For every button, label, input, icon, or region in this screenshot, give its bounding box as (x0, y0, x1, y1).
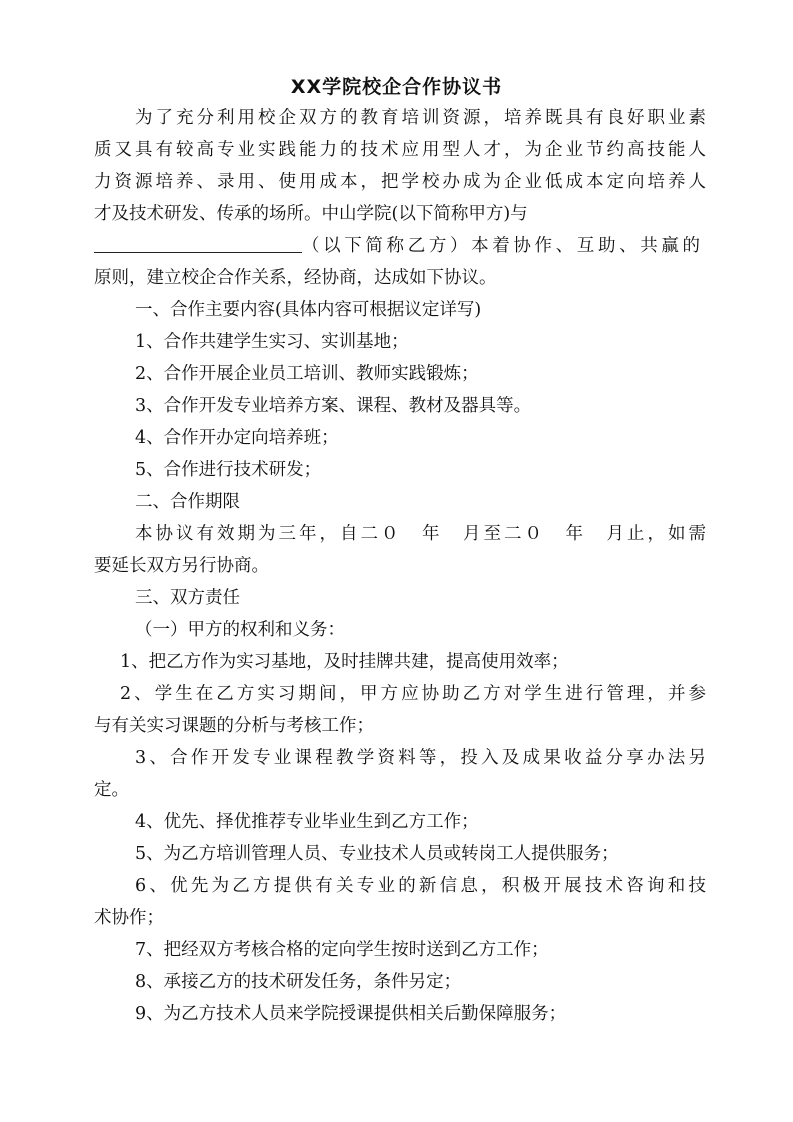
list-item: 1、把乙方作为实习基地，及时挂牌共建，提高使用效率； (120, 652, 569, 672)
party-b-blank (94, 232, 302, 253)
list-item: 5、合作进行技术研发； (135, 460, 322, 480)
list-item-continuation: 定。 (94, 780, 129, 800)
list-item-continuation: 术协作； (94, 908, 164, 928)
paragraph-line-with-blank (94, 230, 706, 262)
paragraph-line: 本协议有效期为三年，自二０ 年 月至二０ 年 月止，如需 (135, 524, 706, 544)
paragraph-line: 原则，建立校企合作关系，经协商，达成如下协议。 (94, 268, 497, 288)
paragraph-line: 为了充分利用校企双方的教育培训资源，培养既具有良好职业素 (135, 108, 706, 128)
list-item: 2、学生在乙方实习期间，甲方应协助乙方对学生进行管理，并参 (120, 684, 706, 704)
list-item: 2、合作开展企业员工培训、教师实践锻炼； (135, 364, 479, 384)
document-title: XX学院校企合作协议书 (290, 76, 503, 98)
list-item: 8、承接乙方的技术研发任务，条件另定； (135, 972, 462, 992)
list-item: 5、为乙方培训管理人员、专业技术人员或转岗工人提供服务； (135, 844, 619, 864)
list-item: 3、合作开发专业课程教学资料等，投入及成果收益分享办法另 (135, 748, 706, 768)
list-item: 4、优先、择优推荐专业毕业生到乙方工作； (135, 812, 479, 832)
subsection-heading: （一）甲方的权利和义务： (135, 620, 345, 640)
section-heading-3: 三、双方责任 (135, 588, 240, 608)
list-item: 7、把经双方考核合格的定向学生按时送到乙方工作； (135, 940, 549, 960)
section-heading-2: 二、合作期限 (135, 492, 240, 512)
paragraph-line: 力资源培养、录用、使用成本，把学校办成为企业低成本定向培养人 (94, 172, 706, 192)
list-item: 3、合作开发专业培养方案、课程、教材及器具等。 (135, 396, 532, 416)
list-item: 1、合作共建学生实习、实训基地； (135, 332, 409, 352)
list-item-continuation: 与有关实习课题的分析与考核工作； (94, 716, 374, 736)
list-item: 6、优先为乙方提供有关专业的新信息，积极开展技术咨询和技 (135, 876, 706, 896)
paragraph-line: 质又具有较高专业实践能力的技术应用型人才，为企业节约高技能人 (94, 140, 706, 160)
paragraph-line-text: （以下简称乙方）本着协作、互助、共赢的 (302, 236, 700, 256)
paragraph-line: 要延长双方另行协商。 (94, 556, 269, 576)
section-heading-1: 一、合作主要内容(具体内容可根据议定详写) (135, 300, 482, 320)
paragraph-line: 才及技术研发、传承的场所。中山学院(以下简称甲方)与 (94, 204, 528, 224)
list-item: 4、合作开办定向培养班； (135, 428, 339, 448)
list-item: 9、为乙方技术人员来学院授课提供相关后勤保障服务； (135, 1004, 567, 1024)
